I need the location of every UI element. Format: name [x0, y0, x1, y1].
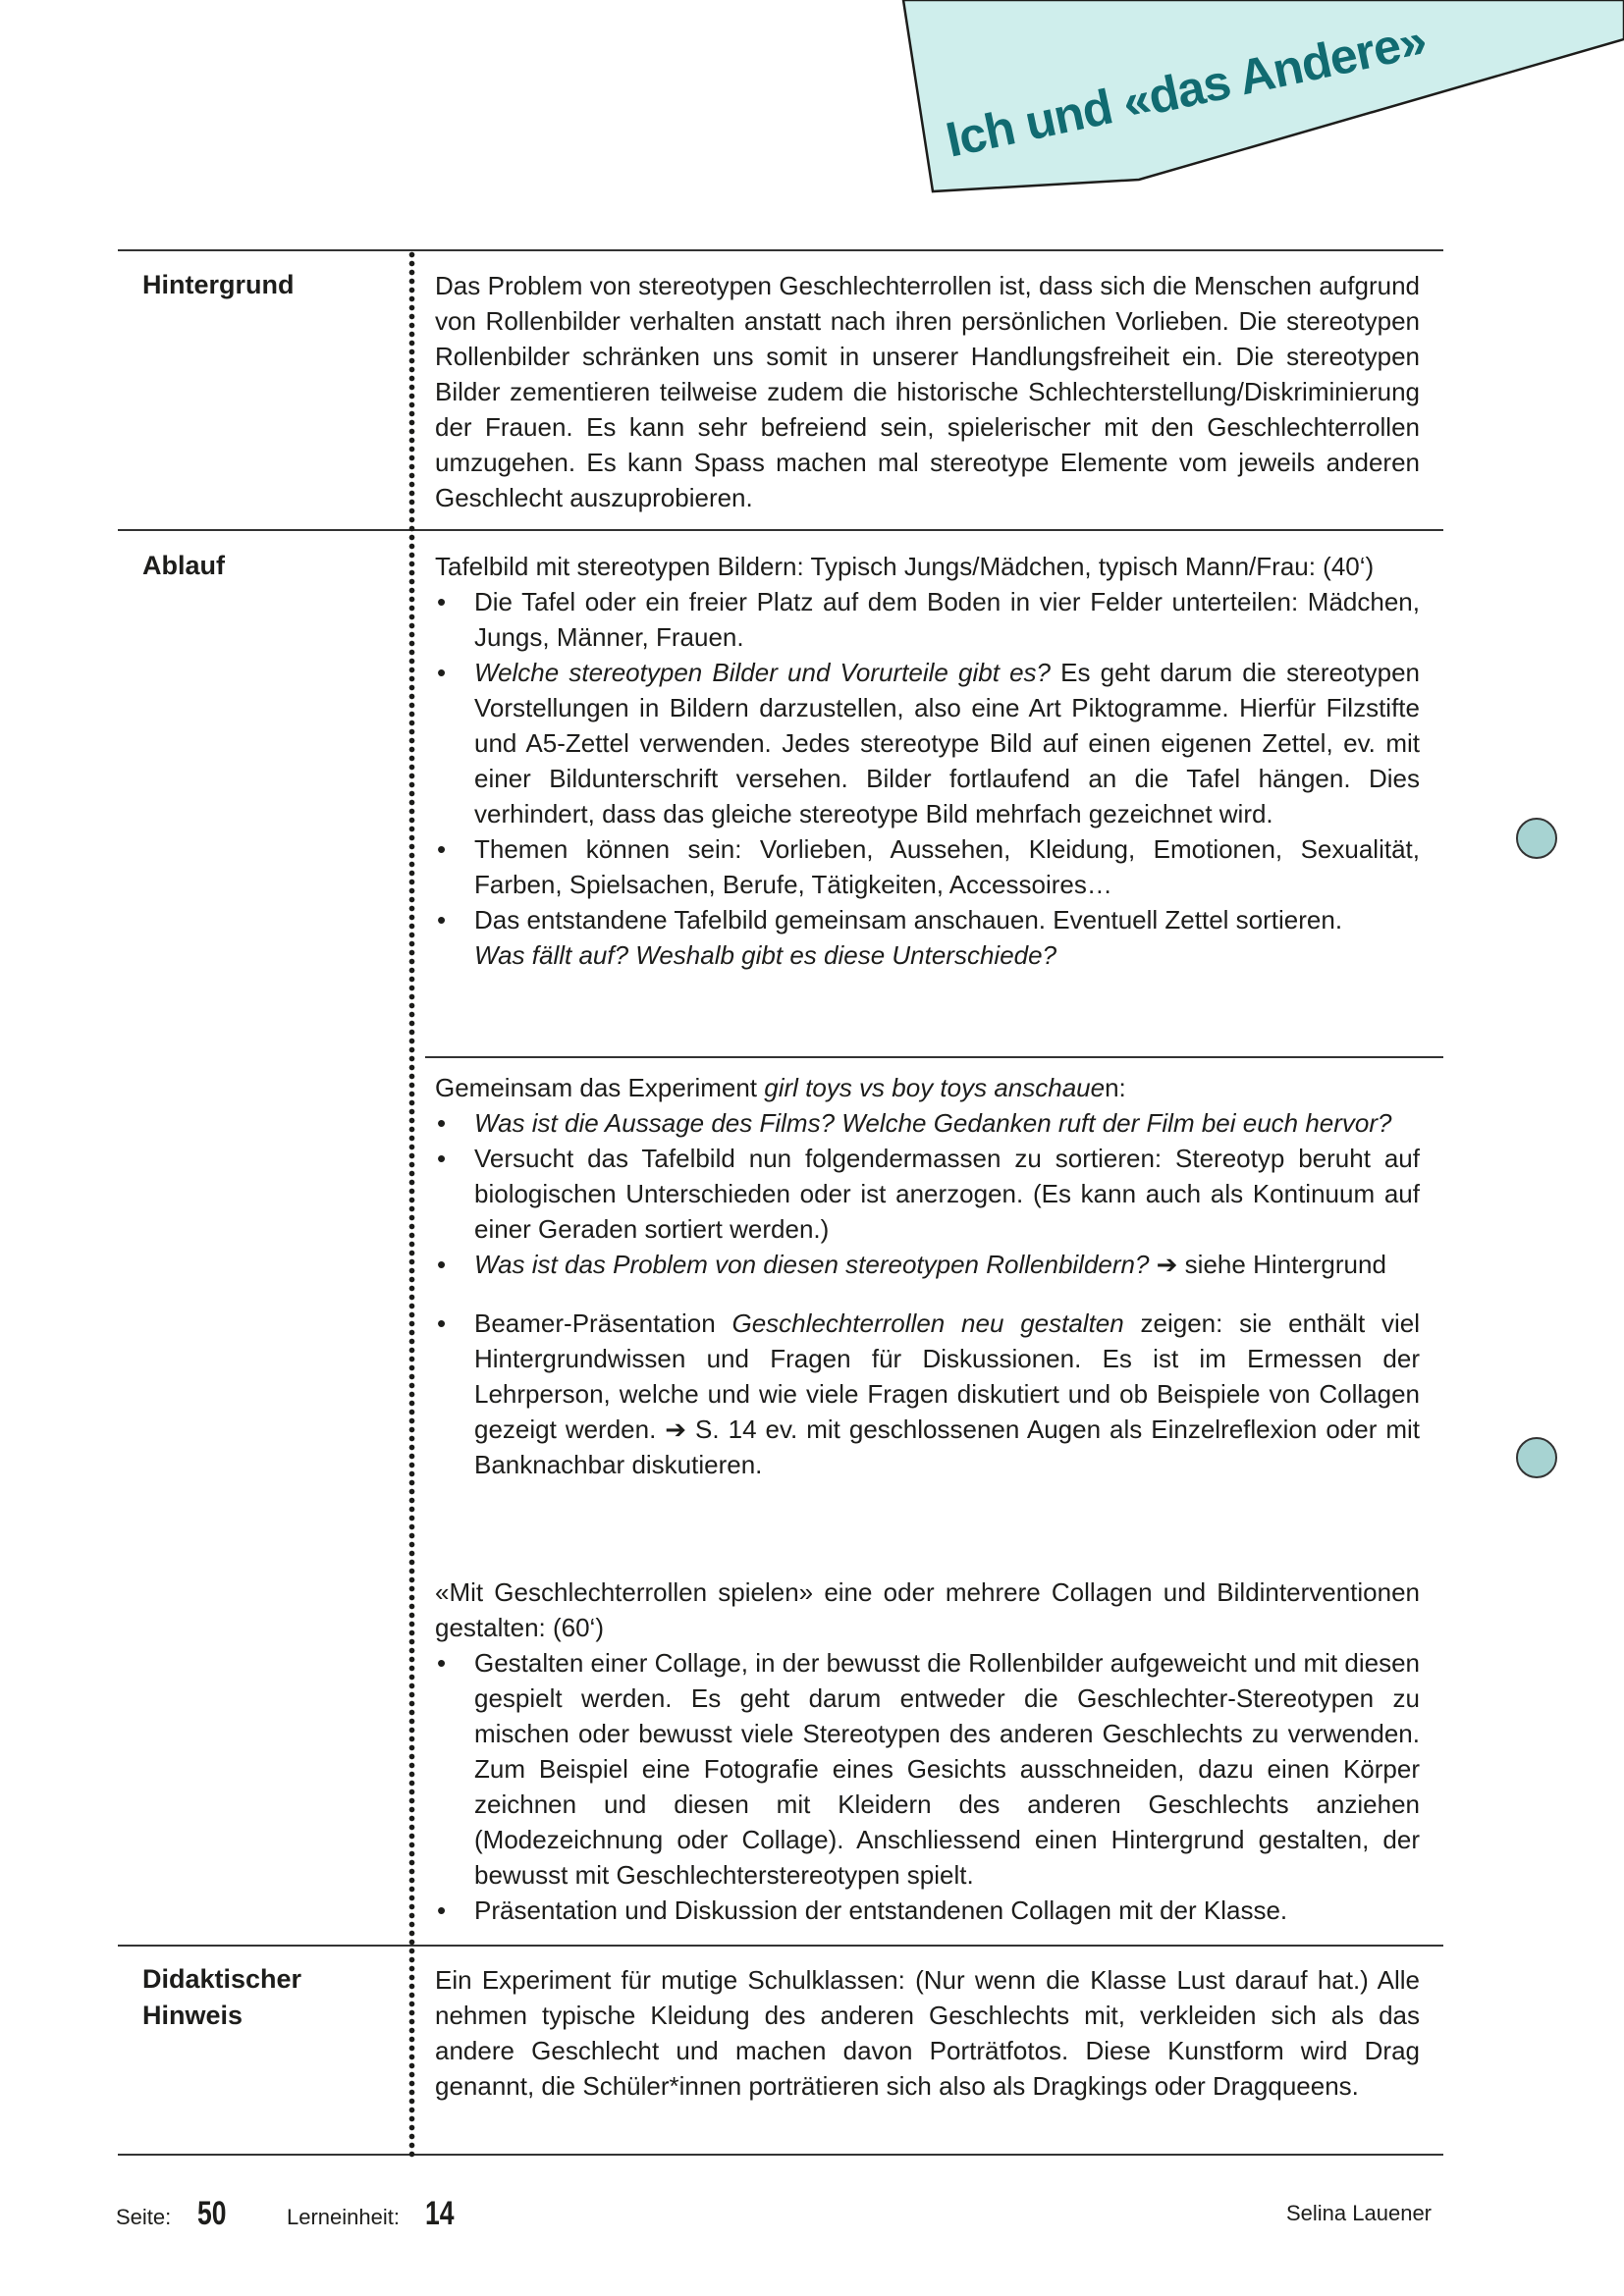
list-item-text: ➔ siehe Hintergrund	[1149, 1250, 1386, 1279]
list-item-text: zeigen: sie enthält viel Hintergrundwissen und Fragen für Diskussionen. Es ist im Ermessen der Lehrperson, welche und wie viele Fragen diskutiert und ob Beispiele von Collagen gezeigt werden. ➔ S. 14 ev. mit geschlossenen Augen als Einzelreflexion oder mit Banknachbar diskutieren.	[474, 1308, 1421, 1479]
ablauf-intro: Tafelbild mit stereotypen Bildern: Typisch Jungs/Mädchen, typisch Mann/Frau: (40‘)	[435, 552, 1375, 581]
title-tab	[0, 0, 1624, 196]
margin-marker-circle	[1516, 818, 1557, 859]
list-item-text: Beamer-Präsentation	[474, 1308, 732, 1338]
question-text: Was fällt auf? Weshalb gibt es diese Unterschiede?	[474, 940, 1057, 970]
unit-number: 14	[425, 2195, 455, 2232]
list-item-text: Das entstandene Tafelbild gemeinsam anschauen. Eventuell Zettel sortieren.	[474, 905, 1343, 934]
question-text: Welche stereotypen Bilder und Vorurteile gibt es?	[474, 658, 1052, 687]
list-item: • Gestalten einer Collage, in der bewusst die Rollenbilder aufgeweicht und mit diesen gespielt werden. Es geht darum entweder die Geschlechter-Stereotypen zu mischen oder bewusst viele Stereotypen des anderen Geschlechts zu verwenden. Zum Beispiel eine Fotografie eines Gesichts ausschneiden, dazu einen Körper zeichnen und diesen mit Kleidern des anderen Geschlechts anziehen (Modezeichnung oder Collage). Anschliessend einen Hintergrund gestalten, der bewusst mit Geschlechterstereotypen spielt.	[435, 1645, 1420, 1893]
hintergrund-paragraph: Das Problem von stereotypen Geschlechterrollen ist, dass sich die Menschen aufgrund von Rollenbilder verhalten anstatt nach ihren persönlichen Vorlieben. Die stereotypen Rollenbilder schränken uns somit in unserer Handlungsfreiheit ein. Die stereotypen Bilder zementieren teilweise zudem die historische Schlechterstellung/Diskriminierung der Frauen. Es kann sehr befreiend sein, spielerischer mit den Geschlechterrollen umzugehen. Es kann Spass machen mal stereotype Elemente vom jeweils anderen Geschlecht auszuprobieren.	[435, 271, 1420, 512]
ablauf-block-1	[435, 549, 1420, 973]
list-item: • Die Tafel oder ein freier Platz auf dem Boden in vier Felder unterteilen: Mädchen, Jungs, Männer, Frauen.	[435, 584, 1420, 655]
ablauf-list-1	[435, 584, 1420, 973]
list-item-text: Es geht darum die stereotypen Vorstellungen in Bildern darzustellen, also eine Art Piktogramme. Hierfür Filzstifte und A5-Zettel verwenden. Jedes stereotype Bild auf einen eigenen Zettel, ev. mit einer Bildunterschrift versehen. Bilder fortlaufend an die Tafel hängen. Dies verhindert, dass das gleiche stereotype Bild mehrfach gezeichnet wird.	[474, 658, 1421, 828]
list-item	[435, 1105, 1420, 1141]
hinweis-text	[435, 1962, 1420, 2104]
dotted-column-divider	[408, 250, 415, 2160]
list-item: • Themen können sein: Vorlieben, Aussehen, Kleidung, Emotionen, Sexualität, Farben, Spielsachen, Berufe, Tätigkeiten, Accessoires…	[435, 831, 1420, 902]
ablauf-list-3	[435, 1645, 1420, 1928]
table-bottom-rule	[118, 2154, 1443, 2156]
table-top-rule	[118, 249, 1443, 251]
list-item: • Versucht das Tafelbild nun folgendermassen zu sortieren: Stereotyp beruht auf biologischen Unterschieden oder ist anerzogen. (Es kann auch als Kontinuum auf einer Geraden sortiert werden.)	[435, 1141, 1420, 1247]
question-text: Was ist die Aussage des Films? Welche Gedanken ruft der Film bei euch hervor?	[474, 1108, 1392, 1138]
label-didaktischer-hinweis	[142, 1961, 388, 2034]
footer-unit	[287, 2194, 462, 2237]
label-line: Didaktischer	[142, 1964, 302, 1994]
list-item	[435, 1247, 1420, 1282]
hinweis-paragraph: Ein Experiment für mutige Schulklassen: (Nur wenn die Klasse Lust darauf hat.) Alle nehmen typische Kleidung des anderen Geschlechts mit, verkleiden sich als das andere Geschlecht und machen davon Porträtfotos. Diese Kunstform wird Drag genannt, die Schüler*innen porträtieren sich also als Dragkings oder Dragqueens.	[435, 1965, 1420, 2101]
film-title: girl toys vs boy toys anschaue	[764, 1073, 1106, 1102]
ablauf-block-3	[435, 1575, 1420, 1928]
section-rule-1	[118, 529, 1443, 531]
hintergrund-text	[435, 268, 1420, 515]
ablauf-list-2	[435, 1105, 1420, 1482]
page-number: 50	[196, 2195, 227, 2232]
ablauf-block-2	[435, 1070, 1420, 1482]
subsection-rule	[425, 1056, 1443, 1058]
intro-text: Gemeinsam das Experiment	[435, 1073, 765, 1102]
list-item	[435, 902, 1420, 973]
list-item	[435, 1306, 1420, 1482]
list-item	[435, 655, 1420, 831]
page-title: Ich und «das Andere»	[941, 12, 1432, 168]
unit-label: Lerneinheit:	[287, 2205, 400, 2229]
footer-author: Selina Lauener	[1286, 2201, 1433, 2225]
question-text: Was ist das Problem von diesen stereotypen Rollenbildern?	[474, 1250, 1150, 1279]
label-ablauf: Ablauf	[142, 551, 225, 580]
presentation-title: Geschlechterrollen neu gestalten	[731, 1308, 1124, 1338]
label-line: Hinweis	[142, 2001, 244, 2030]
ablauf-block-2-intro	[435, 1070, 1420, 1105]
margin-marker-circle	[1516, 1437, 1557, 1478]
footer-page	[116, 2194, 234, 2237]
list-item: • Präsentation und Diskussion der entstandenen Collagen mit der Klasse.	[435, 1893, 1420, 1928]
label-hintergrund: Hintergrund	[142, 270, 295, 299]
section-rule-2	[118, 1945, 1443, 1947]
ablauf-block-3-intro: «Mit Geschlechterrollen spielen» eine oder mehrere Collagen und Bildinterventionen gestalten: (60‘)	[435, 1577, 1420, 1642]
intro-text: n:	[1105, 1073, 1126, 1102]
page-label: Seite:	[116, 2205, 172, 2229]
